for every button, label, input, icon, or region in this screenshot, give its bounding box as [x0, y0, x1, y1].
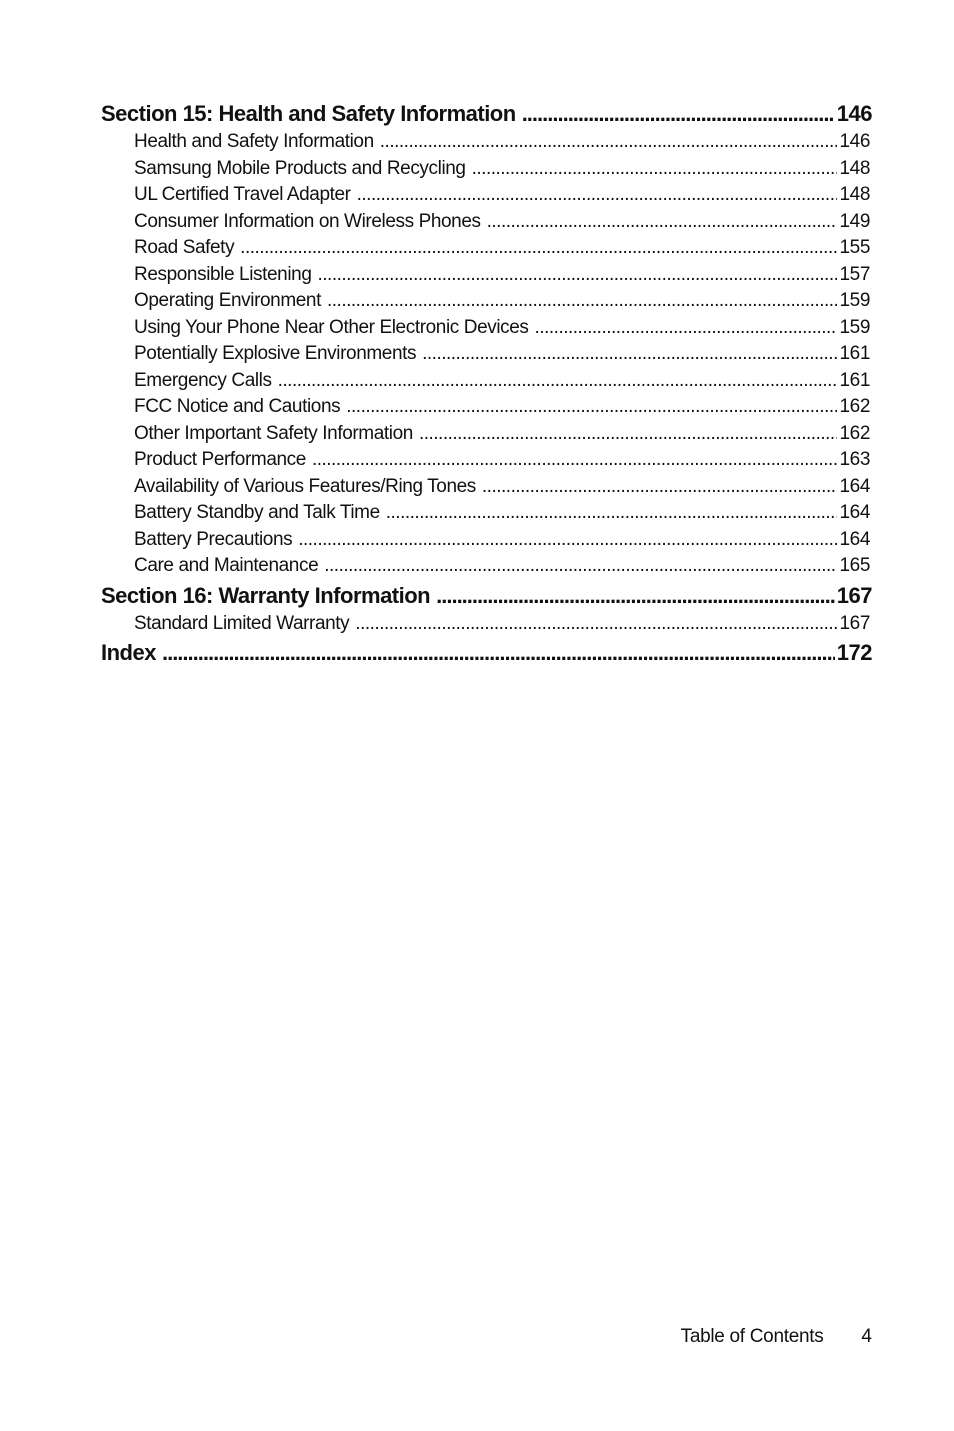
dot-leader	[487, 209, 838, 236]
toc-entry[interactable]	[101, 394, 870, 421]
toc-page-number: 148	[839, 157, 870, 179]
toc-entry[interactable]	[101, 288, 870, 315]
toc-entry-title: Emergency Calls	[134, 369, 272, 391]
toc-entry-title: UL Certified Travel Adapter	[134, 184, 351, 205]
toc-page-number: 164	[839, 502, 870, 523]
toc-section-16[interactable]	[101, 580, 872, 611]
toc-entry-title: Care and Maintenance	[134, 555, 319, 576]
toc-page-number: 162	[839, 396, 870, 417]
dot-leader	[436, 580, 835, 611]
toc-entry[interactable]	[101, 611, 870, 638]
toc-entry-title: Availability of Various Features/Ring Tones	[134, 475, 476, 497]
toc-entry-title: Standard Limited Warranty	[134, 612, 350, 634]
dot-leader	[324, 553, 837, 580]
toc-index[interactable]	[101, 637, 872, 668]
dot-leader	[327, 288, 838, 315]
toc-entry[interactable]	[101, 447, 870, 474]
toc-section-title: Index	[101, 640, 156, 665]
toc-page-number: 161	[839, 343, 870, 364]
toc-page-number: 146	[836, 101, 872, 126]
dot-leader	[419, 421, 838, 448]
toc-page-number: 149	[839, 210, 870, 232]
dot-leader	[357, 182, 838, 209]
table-of-contents	[101, 98, 872, 668]
dot-leader	[240, 235, 837, 262]
dot-leader	[162, 637, 835, 668]
footer-page-number: 4	[861, 1326, 872, 1347]
toc-page-number: 162	[839, 422, 870, 444]
page-footer	[681, 1326, 872, 1348]
dot-leader	[535, 315, 838, 342]
toc-entry[interactable]	[101, 156, 870, 183]
toc-page-number: 167	[836, 582, 872, 608]
dot-leader	[482, 474, 838, 501]
toc-entry-title: Operating Environment	[134, 290, 321, 311]
toc-entry-title: Health and Safety Information	[134, 131, 374, 152]
toc-entry[interactable]	[101, 209, 870, 236]
toc-page-number: 148	[839, 184, 870, 205]
dot-leader	[278, 368, 838, 395]
toc-page-number: 163	[839, 449, 870, 470]
toc-section-15[interactable]	[101, 98, 872, 129]
toc-entry[interactable]	[101, 474, 870, 501]
dot-leader	[380, 129, 838, 156]
toc-entry-title: Consumer Information on Wireless Phones	[134, 210, 481, 232]
dot-leader	[298, 527, 837, 554]
dot-leader	[522, 98, 835, 129]
toc-page-number: 164	[839, 475, 870, 497]
toc-entry-title: Using Your Phone Near Other Electronic Devices	[134, 316, 529, 338]
toc-page-number: 167	[839, 612, 870, 634]
toc-entry[interactable]	[101, 368, 870, 395]
toc-entry[interactable]	[101, 315, 870, 342]
dot-leader	[318, 262, 838, 289]
toc-entry[interactable]	[101, 527, 870, 554]
dot-leader	[472, 156, 838, 183]
toc-page-number: 165	[839, 555, 870, 576]
dot-leader	[355, 611, 837, 638]
toc-entry-title: FCC Notice and Cautions	[134, 396, 341, 417]
toc-entry-title: Other Important Safety Information	[134, 422, 413, 444]
toc-entry-title: Potentially Explosive Environments	[134, 343, 417, 364]
dot-leader	[422, 341, 837, 368]
dot-leader	[312, 447, 838, 474]
toc-entry[interactable]	[101, 553, 870, 580]
toc-page-number: 164	[839, 528, 870, 550]
dot-leader	[346, 394, 837, 421]
toc-entry[interactable]	[101, 262, 870, 289]
toc-page-number: 146	[839, 131, 870, 152]
toc-entry[interactable]	[101, 500, 870, 527]
toc-entry[interactable]	[101, 129, 870, 156]
toc-entry-title: Battery Standby and Talk Time	[134, 502, 380, 523]
toc-page-number: 172	[836, 640, 872, 665]
footer-title: Table of Contents	[680, 1326, 824, 1347]
toc-entry[interactable]	[101, 341, 870, 368]
toc-entry-title: Responsible Listening	[134, 263, 312, 285]
toc-entry-title: Product Performance	[134, 449, 306, 470]
dot-leader	[386, 500, 838, 527]
toc-section-title: Section 15: Health and Safety Information	[101, 101, 516, 126]
toc-page-number: 161	[839, 369, 870, 391]
toc-section-title: Section 16: Warranty Information	[101, 582, 431, 608]
toc-entry-title: Samsung Mobile Products and Recycling	[134, 157, 466, 179]
toc-page-number: 159	[839, 290, 870, 311]
toc-entry[interactable]	[101, 421, 870, 448]
toc-page-number: 155	[839, 237, 870, 258]
toc-entry[interactable]	[101, 182, 870, 209]
toc-page-number: 157	[839, 263, 870, 285]
toc-page-number: 159	[839, 316, 870, 338]
toc-entry[interactable]	[101, 235, 870, 262]
toc-entry-title: Road Safety	[134, 237, 235, 258]
toc-entry-title: Battery Precautions	[134, 528, 293, 550]
